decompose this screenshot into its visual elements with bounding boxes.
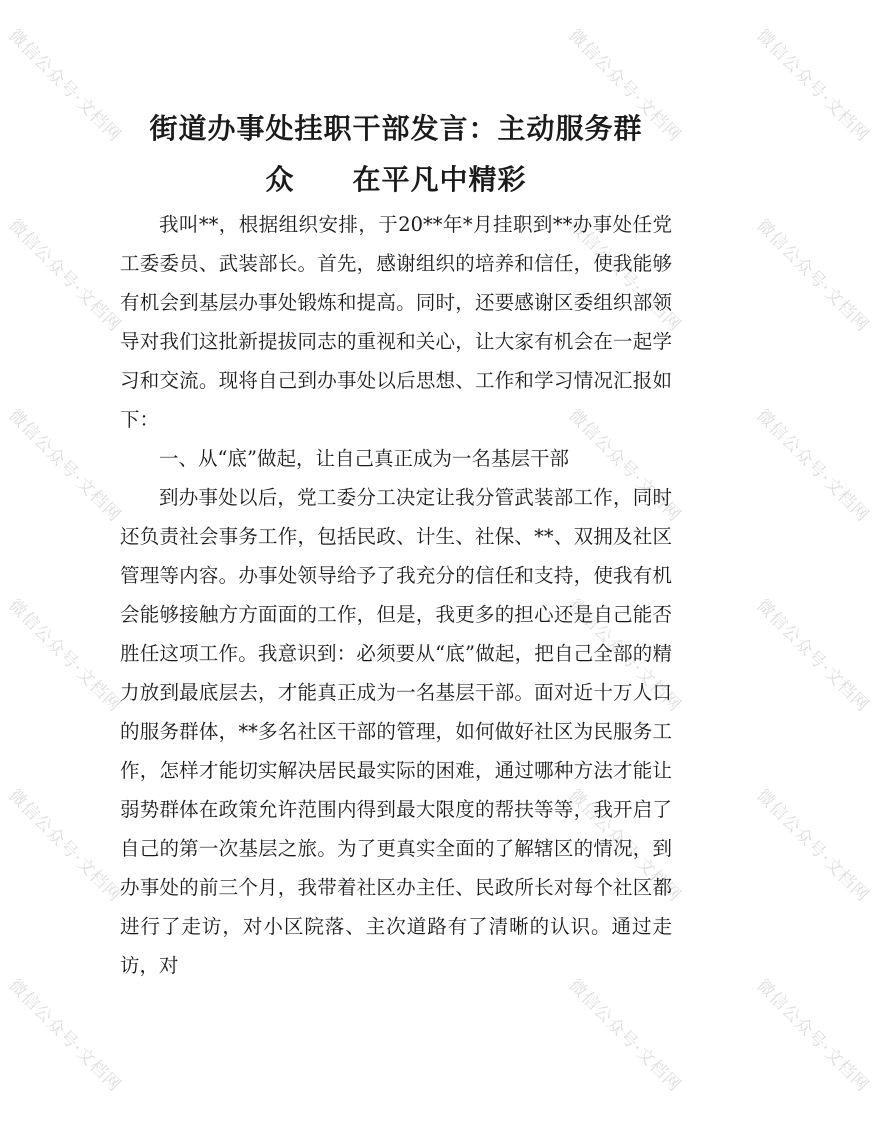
watermark: 微信公众号·文档网	[4, 215, 125, 337]
watermark: 微信公众号·文档网	[564, 215, 685, 337]
paragraph-intro: 我叫**，根据组织安排，于20**年*月挂职到**办事处任党工委委员、武装部长。首先，感谢组织的培养和信任，使我能够有机会到基层办事处锻炼和提高。同时，还要感谢区委组织部领导对我们这批新提拔同志的重视和关心，让大家有机会在一起学习和交流。现将自己到办事处以后思想、工作和学习情况汇报如下：	[120, 213, 672, 431]
title-line-2: 众 在平凡中精彩	[265, 163, 527, 196]
watermark: 微信公众号·文档网	[564, 25, 685, 147]
paragraph-section-1: 到办事处以后，党工委分工决定让我分管武装部工作，同时还负责社会事务工作，包括民政、计生、社保、**、双拥及社区管理等内容。办事处领导给予了我充分的信任和支持，使我有机会能够接触方方面面的工作，但是，我更多的担心还是自己能否胜任这项工作。我意识到：必须要从“底”做起，把自己全部的精力放到最底层去，才能真正成为一名基层干部。面对近十万人口的服务群体，**多名社区干部的管理，如何做好社区为民服务工作，怎样才能切实解决居民最实际的困难，通过哪种方法才能让弱势群体在政策允许范围内得到最大限度的帮扶等等，我开启了自己的第一次基层之旅。为了更真实全面的了解辖区的情况，到办事处的前三个月，我带着社区办主任、民政所长对每个社区都进行了走访，对小区院落、主次道路有了清晰的认识。通过走访，对	[120, 486, 672, 977]
watermark: 微信公众号·文档网	[564, 975, 685, 1097]
watermark: 微信公众号·文档网	[752, 405, 873, 527]
watermark: 微信公众号·文档网	[4, 785, 125, 907]
watermark: 微信公众号·文档网	[4, 25, 125, 147]
watermark: 微信公众号·文档网	[4, 405, 125, 527]
watermark: 微信公众号·文档网	[752, 975, 873, 1097]
document-page	[120, 103, 672, 985]
title-line-1: 街道办事处挂职干部发言：主动服务群	[149, 112, 643, 145]
watermark: 微信公众号·文档网	[752, 215, 873, 337]
document-body	[120, 205, 672, 985]
watermark: 微信公众号·文档网	[752, 25, 873, 147]
watermark: 微信公众号·文档网	[564, 785, 685, 907]
document-title	[120, 103, 672, 205]
watermark: 微信公众号·文档网	[564, 405, 685, 527]
watermark: 微信公众号·文档网	[752, 785, 873, 907]
section-heading-1: 一、从“底”做起，让自己真正成为一名基层干部	[159, 447, 569, 470]
watermark: 微信公众号·文档网	[752, 595, 873, 717]
watermark: 微信公众号·文档网	[564, 595, 685, 717]
watermark: 微信公众号·文档网	[4, 595, 125, 717]
watermark: 微信公众号·文档网	[4, 975, 125, 1097]
